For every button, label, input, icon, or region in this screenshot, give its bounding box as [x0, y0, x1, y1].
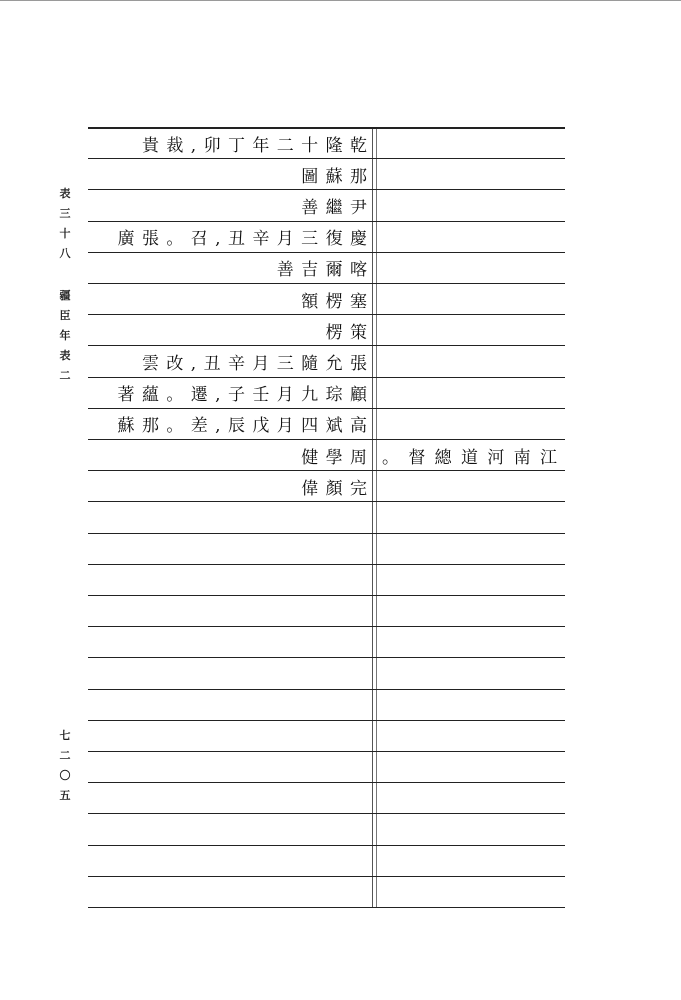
official-row: 善 繼 尹	[301, 197, 368, 218]
section-title	[58, 188, 72, 268]
official-row: 偉 顏 完	[301, 478, 368, 499]
section-title-char: 表	[59, 187, 71, 200]
official-row: 楞 策	[325, 322, 368, 343]
official-row: 貴 裁 , 卯 丁 年 二 十 隆 乾	[141, 135, 368, 156]
section-subtitle-char: 疆	[59, 289, 71, 302]
scan-edge	[0, 0, 681, 1]
section-title-char: 十	[59, 227, 71, 240]
row-rule	[88, 782, 565, 783]
official-row: 雲 改 , 丑 辛 月 三 隨 允 張	[141, 353, 368, 374]
official-row: 廣 張 。 召 , 丑 辛 月 三 復 慶	[117, 229, 368, 250]
office-title-char: 河	[487, 447, 508, 468]
section-subtitle-char: 年	[59, 329, 71, 342]
row-rule	[88, 751, 565, 752]
row-rule	[88, 845, 565, 846]
office-title-char: 江	[539, 447, 560, 468]
section-title-char: 三	[59, 207, 71, 220]
official-row: 健 學 周	[301, 447, 368, 468]
row-rule	[88, 501, 565, 502]
section-title-char: 八	[59, 247, 71, 260]
official-row: 額 楞 塞	[301, 291, 368, 312]
column-divider-inner	[376, 128, 377, 908]
official-row: 圖 蘇 那	[301, 166, 368, 187]
office-title	[382, 440, 560, 470]
office-title-char: 道	[460, 447, 481, 468]
official-row: 蘇 那 。 差 , 辰 戊 月 四 斌 高	[117, 416, 368, 437]
official-row: 善 吉 爾 喀	[276, 260, 368, 281]
page-number-char: 〇	[59, 769, 71, 782]
section-subtitle-char: 臣	[59, 309, 71, 322]
row-rule	[88, 564, 565, 565]
official-row: 著 蘊 。 遷 , 子 壬 月 九 琮 顧	[117, 385, 368, 406]
page-number-char: 五	[59, 789, 71, 802]
office-title-char: 南	[513, 447, 534, 468]
office-title-char: 督	[408, 447, 429, 468]
row-rule	[88, 720, 565, 721]
row-rule	[88, 689, 565, 690]
section-subtitle	[58, 290, 72, 390]
row-rule	[88, 533, 565, 534]
page-number-char: 七	[59, 729, 71, 742]
row-rule	[88, 907, 565, 908]
row-rule	[88, 657, 565, 658]
office-title-char: 總	[434, 447, 455, 468]
row-rule	[88, 876, 565, 877]
section-subtitle-char: 表	[59, 349, 71, 362]
row-rule	[88, 626, 565, 627]
section-subtitle-char: 二	[59, 369, 71, 382]
column-divider	[372, 128, 373, 908]
row-rule	[88, 595, 565, 596]
page-number-char: 二	[59, 749, 71, 762]
row-rule	[88, 813, 565, 814]
page-number	[58, 730, 72, 810]
office-title-char: 。	[382, 447, 402, 468]
